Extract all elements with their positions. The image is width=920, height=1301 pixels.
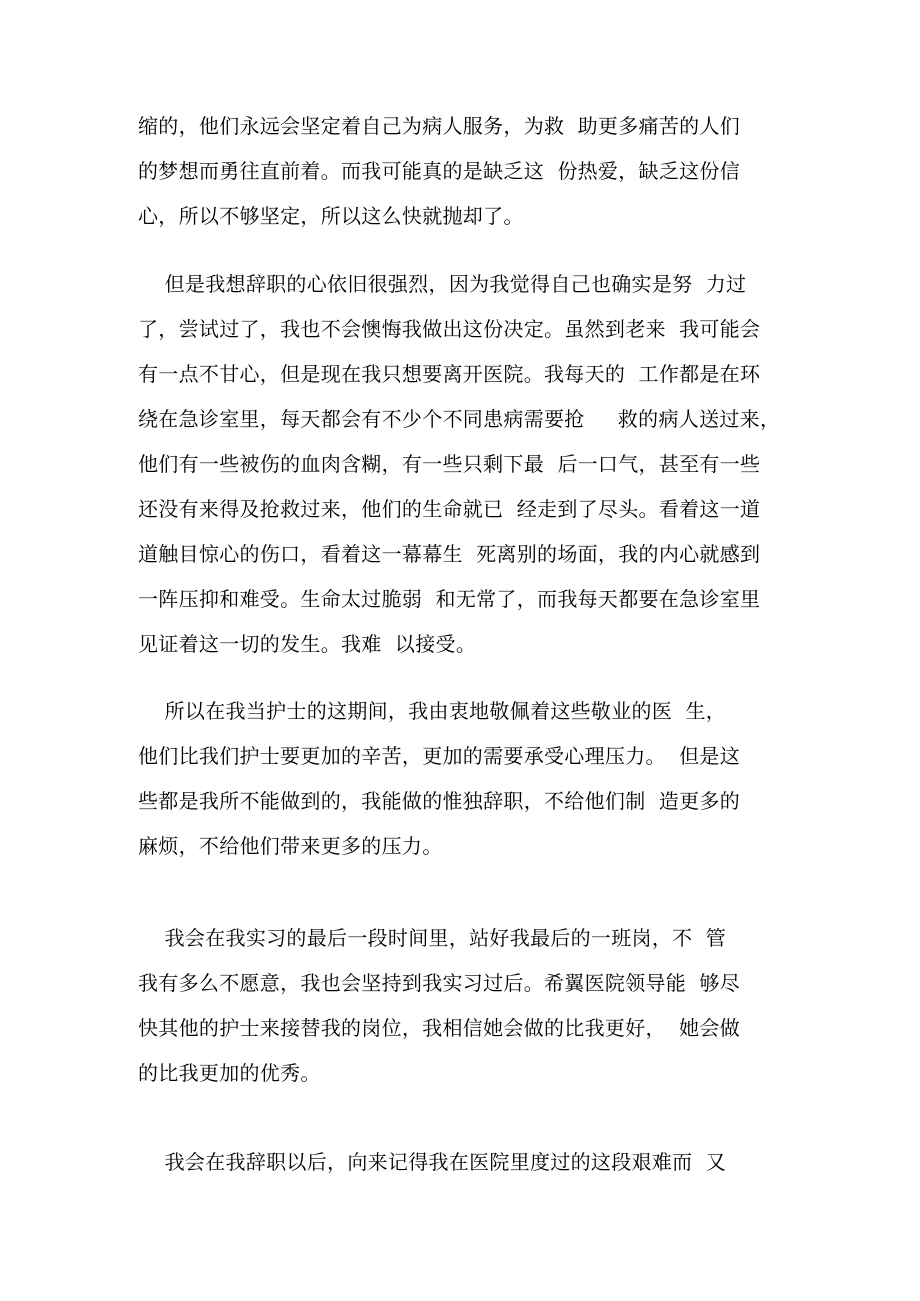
text-line: 还没有来得及抢救过来，他们的生命就已 经走到了尽头。看着这一道 xyxy=(138,497,761,521)
paragraph-2 xyxy=(138,262,818,667)
text-line: 快其他的护士来接替我的岗位，我相信她会做的比我更好， 她会做 xyxy=(138,1016,741,1040)
paragraph-3 xyxy=(138,689,818,869)
text-line: 我会在我实习的最后一段时间里，站好我最后的一班岗，不 管 xyxy=(138,926,727,950)
text-line: 一阵压抑和难受。生命太过脆弱 和无常了，而我每天都要在急诊室里 xyxy=(138,587,761,611)
text-line: 缩的，他们永远会坚定着自己为病人服务，为救 助更多痛苦的人们 xyxy=(138,114,741,138)
text-line: 但是我想辞职的心依旧很强烈，因为我觉得自己也确实是努 力过 xyxy=(138,272,747,296)
paragraph-1 xyxy=(138,104,818,239)
text-line: 所以在我当护士的这期间，我由衷地敬佩着这些敬业的医 生， xyxy=(138,699,727,723)
text-line: 见证着这一切的发生。我难 以接受。 xyxy=(138,632,477,656)
text-line: 的梦想而勇往直前着。而我可能真的是缺乏这 份热爱，缺乏这份信 xyxy=(138,159,741,183)
paragraph-5 xyxy=(138,1140,818,1185)
text-line: 麻烦，不给他们带来更多的压力。 xyxy=(138,834,443,858)
text-line: 我有多么不愿意，我也会坚持到我实习过后。希翼医院领导能 够尽 xyxy=(138,971,741,995)
text-line: 道触目惊心的伤口，看着这一幕幕生 死离别的场面，我的内心就感到 xyxy=(138,542,761,566)
text-line: 他们比我们护士要更加的辛苦，更加的需要承受心理压力。 但是这 xyxy=(138,744,741,768)
text-line: 心，所以不够坚定，所以这么快就抛却了。 xyxy=(138,204,524,228)
text-line: 他们有一些被伤的血肉含糊，有一些只剩下最 后一口气，甚至有一些 xyxy=(138,452,761,476)
paragraph-4 xyxy=(138,916,818,1096)
text-line: 绕在急诊室里，每天都会有不少个不同患病需要抢 救的病人送过来， xyxy=(138,407,781,431)
text-line: 我会在我辞职以后，向来记得我在医院里度过的这段艰难而 又 xyxy=(138,1150,727,1174)
text-line: 的比我更加的优秀。 xyxy=(138,1061,321,1085)
text-line: 了，尝试过了，我也不会懊悔我做出这份决定。虽然到老来 我可能会 xyxy=(138,317,761,341)
text-line: 有一点不甘心，但是现在我只想要离开医院。我每天的 工作都是在环 xyxy=(138,362,761,386)
text-line: 些都是我所不能做到的，我能做的惟独辞职，不给他们制 造更多的 xyxy=(138,789,741,813)
